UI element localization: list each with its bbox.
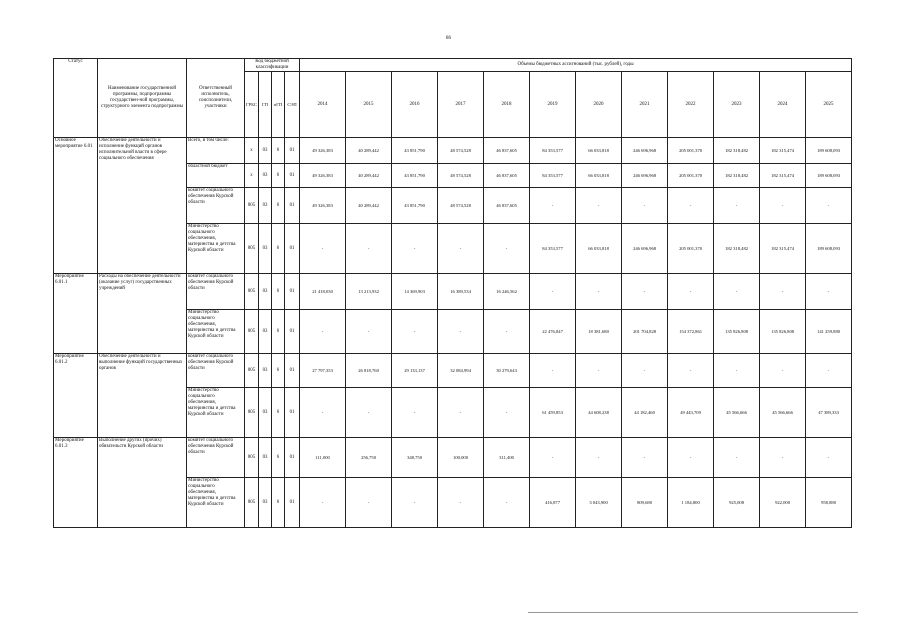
- row-value-2015: -: [346, 388, 392, 438]
- row-value-2021: 809,680: [622, 478, 668, 528]
- row-value-2024: -: [760, 188, 806, 224]
- row-code-грбс: 805: [245, 224, 259, 274]
- row-value-2024: 182 315,474: [760, 138, 806, 164]
- row-code-сэп: 01: [285, 438, 300, 478]
- row-code-сэп: 01: [285, 274, 300, 310]
- row-executor: Всего, в том числе:: [187, 138, 245, 164]
- row-value-2020: 44 608,238: [576, 388, 622, 438]
- row-value-2014: 111,000: [300, 438, 346, 478]
- row-value-2023: -: [714, 274, 760, 310]
- row-code-гп: 03: [259, 274, 272, 310]
- row-code-гп: 03: [259, 438, 272, 478]
- row-value-2022: 1 184,800: [668, 478, 714, 528]
- header-year-2014: 2014: [300, 72, 346, 138]
- row-value-2021: -: [622, 354, 668, 388]
- row-value-2017: -: [438, 478, 484, 528]
- header-name: Наименование государственной программы, подпрограммы государствен-ной программы, структурного элемента подпрограммы: [98, 59, 187, 138]
- budget-table: [53, 58, 852, 528]
- row-value-2021: 44 182,460: [622, 388, 668, 438]
- row-value-2024: -: [760, 354, 806, 388]
- row-value-2019: 84 353,577: [530, 164, 576, 188]
- row-value-2017: 100,000: [438, 438, 484, 478]
- header-budget-code: Код бюджетной классификации: [245, 59, 300, 72]
- row-code-гп: 03: [259, 164, 272, 188]
- header-year-2024: 2024: [760, 72, 806, 138]
- header-year-2022: 2022: [668, 72, 714, 138]
- row-value-2016: 14 369,903: [392, 274, 438, 310]
- row-code-пгп: 6: [272, 138, 285, 164]
- row-value-2021: -: [622, 274, 668, 310]
- row-value-2018: -: [484, 388, 530, 438]
- row-code-гп: 03: [259, 188, 272, 224]
- row-value-2016: 43 851,790: [392, 138, 438, 164]
- row-value-2019: 416,877: [530, 478, 576, 528]
- row-value-2019: -: [530, 438, 576, 478]
- row-code-грбс: х: [245, 164, 259, 188]
- table-row: [54, 138, 852, 164]
- row-value-2022: 205 001,370: [668, 138, 714, 164]
- row-code-сэп: 01: [285, 188, 300, 224]
- row-executor: Министерство социального обеспечения, материнства и детства Курской области: [187, 310, 245, 354]
- row-code-сэп: 01: [285, 164, 300, 188]
- row-code-гп: 03: [259, 478, 272, 528]
- table-row: [54, 274, 852, 310]
- row-value-2017: -: [438, 388, 484, 438]
- row-code-грбс: х: [245, 138, 259, 164]
- row-value-2016: -: [392, 388, 438, 438]
- row-value-2024: 182 315,474: [760, 224, 806, 274]
- row-status: Мероприятие 6.01.1: [54, 274, 98, 354]
- header-volumes: Объемы бюджетных ассигнований (тыс. рублей), годы: [300, 59, 852, 72]
- row-status: Мероприятие 6.01.2: [54, 354, 98, 438]
- page-number: 86: [446, 36, 451, 41]
- row-value-2017: 48 574,528: [438, 164, 484, 188]
- page-bottom-rule: [528, 612, 858, 613]
- row-value-2025: 189 608,093: [806, 224, 852, 274]
- table-row: [54, 354, 852, 388]
- row-value-2015: 256,750: [346, 438, 392, 478]
- row-value-2016: -: [392, 224, 438, 274]
- row-code-грбс: 805: [245, 388, 259, 438]
- row-value-2023: 135 826,808: [714, 310, 760, 354]
- table-header: [54, 59, 852, 138]
- row-code-гп: 03: [259, 388, 272, 438]
- header-year-2015: 2015: [346, 72, 392, 138]
- row-value-2021: -: [622, 438, 668, 478]
- row-value-2015: 26 818,760: [346, 354, 392, 388]
- row-status: Основное мероприятие 6.01: [54, 138, 98, 274]
- row-code-гп: 03: [259, 310, 272, 354]
- table-row: [54, 438, 852, 478]
- row-executor: комитет социального обеспечения Курской области: [187, 274, 245, 310]
- row-value-2025: 47 389,333: [806, 388, 852, 438]
- row-code-сэп: 01: [285, 138, 300, 164]
- row-value-2022: 205 001,370: [668, 164, 714, 188]
- header-year-2023: 2023: [714, 72, 760, 138]
- row-value-2018: -: [484, 224, 530, 274]
- row-value-2015: -: [346, 478, 392, 528]
- row-value-2021: -: [622, 188, 668, 224]
- row-code-пгп: 6: [272, 438, 285, 478]
- row-value-2015: 40 289,442: [346, 164, 392, 188]
- row-item-name: Обеспечение деятельности и выполнение функций государственных органов: [98, 354, 187, 438]
- row-value-2022: -: [668, 354, 714, 388]
- row-code-грбс: 805: [245, 438, 259, 478]
- row-value-2025: 189 608,093: [806, 164, 852, 188]
- row-code-гп: 03: [259, 354, 272, 388]
- row-item-name: Расходы на обеспечение деятельности (оказание услуг) государственных учреждений: [98, 274, 187, 354]
- table-body: [54, 138, 852, 528]
- row-value-2020: 66 033,818: [576, 138, 622, 164]
- row-value-2025: 141 259,880: [806, 310, 852, 354]
- header-status: Статус: [54, 59, 98, 138]
- header-code-0: ГРБС: [245, 72, 259, 138]
- row-value-2020: -: [576, 354, 622, 388]
- header-year-2025: 2025: [806, 72, 852, 138]
- row-value-2025: 189 608,093: [806, 138, 852, 164]
- row-value-2014: -: [300, 224, 346, 274]
- row-code-грбс: 805: [245, 310, 259, 354]
- row-code-сэп: 01: [285, 310, 300, 354]
- row-code-гп: 03: [259, 224, 272, 274]
- row-value-2014: -: [300, 388, 346, 438]
- row-value-2020: 18 381,680: [576, 310, 622, 354]
- row-code-грбс: 805: [245, 188, 259, 224]
- row-code-пгп: 6: [272, 188, 285, 224]
- row-value-2023: -: [714, 438, 760, 478]
- row-value-2018: 30 279,643: [484, 354, 530, 388]
- row-value-2019: -: [530, 274, 576, 310]
- row-value-2016: 43 851,790: [392, 164, 438, 188]
- row-item-name: Выполнение других (прочих) обязательств Курской области: [98, 438, 187, 528]
- header-year-2017: 2017: [438, 72, 484, 138]
- row-value-2021: 246 696,968: [622, 138, 668, 164]
- row-value-2024: -: [760, 438, 806, 478]
- row-value-2018: -: [484, 310, 530, 354]
- row-value-2023: 182 318,482: [714, 138, 760, 164]
- row-value-2021: 246 696,968: [622, 224, 668, 274]
- row-code-гп: 03: [259, 138, 272, 164]
- row-value-2019: 84 353,577: [530, 138, 576, 164]
- row-value-2014: 49 326,383: [300, 188, 346, 224]
- header-code-1: ГП: [259, 72, 272, 138]
- row-value-2022: 49 443,709: [668, 388, 714, 438]
- row-value-2025: -: [806, 354, 852, 388]
- row-status: Мероприятие 6.01.3: [54, 438, 98, 528]
- row-value-2017: -: [438, 224, 484, 274]
- row-executor: Министерство социального обеспечения, материнства и детства Курской области: [187, 224, 245, 274]
- row-value-2025: -: [806, 188, 852, 224]
- row-value-2022: 205 001,370: [668, 224, 714, 274]
- row-value-2025: 958,880: [806, 478, 852, 528]
- row-value-2019: -: [530, 354, 576, 388]
- row-value-2023: -: [714, 188, 760, 224]
- row-value-2025: -: [806, 274, 852, 310]
- header-year-2020: 2020: [576, 72, 622, 138]
- row-code-грбс: 805: [245, 274, 259, 310]
- row-value-2014: -: [300, 310, 346, 354]
- header-code-2: пГП: [272, 72, 285, 138]
- row-value-2015: 40 289,442: [346, 138, 392, 164]
- row-value-2015: -: [346, 224, 392, 274]
- row-value-2014: 21 418,030: [300, 274, 346, 310]
- row-value-2015: 13 213,932: [346, 274, 392, 310]
- row-value-2022: 154 372,861: [668, 310, 714, 354]
- row-value-2020: 3 043,900: [576, 478, 622, 528]
- row-value-2022: -: [668, 274, 714, 310]
- row-value-2014: 49 326,383: [300, 164, 346, 188]
- row-item-name: Обеспечение деятельности и исполнение функций органов исполнительной власти в сфере социального обеспечения: [98, 138, 187, 274]
- row-code-пгп: 6: [272, 274, 285, 310]
- row-code-грбс: 805: [245, 354, 259, 388]
- row-value-2023: -: [714, 354, 760, 388]
- row-value-2023: 182 318,482: [714, 224, 760, 274]
- header-year-2018: 2018: [484, 72, 530, 138]
- row-value-2018: 46 837,605: [484, 188, 530, 224]
- row-code-сэп: 01: [285, 478, 300, 528]
- header-year-2021: 2021: [622, 72, 668, 138]
- row-value-2017: 32 084,994: [438, 354, 484, 388]
- row-value-2014: -: [300, 478, 346, 528]
- row-value-2017: 48 574,528: [438, 188, 484, 224]
- row-code-пгп: 6: [272, 310, 285, 354]
- row-value-2016: -: [392, 478, 438, 528]
- row-value-2017: 16 389,534: [438, 274, 484, 310]
- row-value-2024: 45 566,666: [760, 388, 806, 438]
- row-executor: Министерство социального обеспечения, материнства и детства Курской области: [187, 478, 245, 528]
- header-executor: Ответственный исполнитель, соисполнители, участники: [187, 59, 245, 138]
- row-value-2020: -: [576, 188, 622, 224]
- row-value-2018: 46 837,605: [484, 138, 530, 164]
- row-value-2022: -: [668, 188, 714, 224]
- row-value-2018: 16 246,562: [484, 274, 530, 310]
- row-value-2025: -: [806, 438, 852, 478]
- row-code-сэп: 01: [285, 354, 300, 388]
- row-value-2023: 45 566,666: [714, 388, 760, 438]
- row-value-2020: -: [576, 438, 622, 478]
- row-code-сэп: 01: [285, 388, 300, 438]
- row-value-2017: -: [438, 310, 484, 354]
- row-value-2016: -: [392, 310, 438, 354]
- row-code-пгп: 6: [272, 388, 285, 438]
- row-value-2018: -: [484, 478, 530, 528]
- row-value-2016: 43 851,790: [392, 188, 438, 224]
- row-code-пгп: 6: [272, 224, 285, 274]
- row-value-2019: 22 476,847: [530, 310, 576, 354]
- row-executor: комитет социального обеспечения Курской области: [187, 188, 245, 224]
- row-executor: Министерство социального обеспечения, материнства и детства Курской области: [187, 388, 245, 438]
- row-code-грбс: 805: [245, 478, 259, 528]
- row-code-сэп: 01: [285, 224, 300, 274]
- row-code-пгп: 6: [272, 354, 285, 388]
- row-value-2019: -: [530, 188, 576, 224]
- row-value-2014: 49 326,383: [300, 138, 346, 164]
- row-value-2024: 922,000: [760, 478, 806, 528]
- header-code-3: СЭП: [285, 72, 300, 138]
- row-value-2014: 27 797,353: [300, 354, 346, 388]
- row-value-2019: 84 353,577: [530, 224, 576, 274]
- row-value-2015: -: [346, 310, 392, 354]
- row-value-2015: 40 289,442: [346, 188, 392, 224]
- row-value-2023: 182 318,482: [714, 164, 760, 188]
- row-code-пгп: 6: [272, 164, 285, 188]
- row-executor: комитет социального обеспечения Курской области: [187, 438, 245, 478]
- header-year-2019: 2019: [530, 72, 576, 138]
- row-value-2024: 135 826,808: [760, 310, 806, 354]
- row-value-2020: 66 033,818: [576, 164, 622, 188]
- row-value-2018: 311,400: [484, 438, 530, 478]
- row-value-2021: 246 696,968: [622, 164, 668, 188]
- row-value-2023: 925,008: [714, 478, 760, 528]
- row-value-2017: 48 574,528: [438, 138, 484, 164]
- row-value-2021: 201 704,828: [622, 310, 668, 354]
- row-executor: областной бюджет: [187, 164, 245, 188]
- row-value-2024: -: [760, 274, 806, 310]
- row-executor: комитет социального обеспечения Курской области: [187, 354, 245, 388]
- header-year-2016: 2016: [392, 72, 438, 138]
- row-value-2020: -: [576, 274, 622, 310]
- row-value-2019: 61 459,853: [530, 388, 576, 438]
- row-value-2018: 46 837,605: [484, 164, 530, 188]
- row-value-2016: 348,750: [392, 438, 438, 478]
- row-code-пгп: 6: [272, 478, 285, 528]
- row-value-2020: 66 033,818: [576, 224, 622, 274]
- row-value-2024: 182 315,474: [760, 164, 806, 188]
- row-value-2022: -: [668, 438, 714, 478]
- row-value-2016: 29 133,137: [392, 354, 438, 388]
